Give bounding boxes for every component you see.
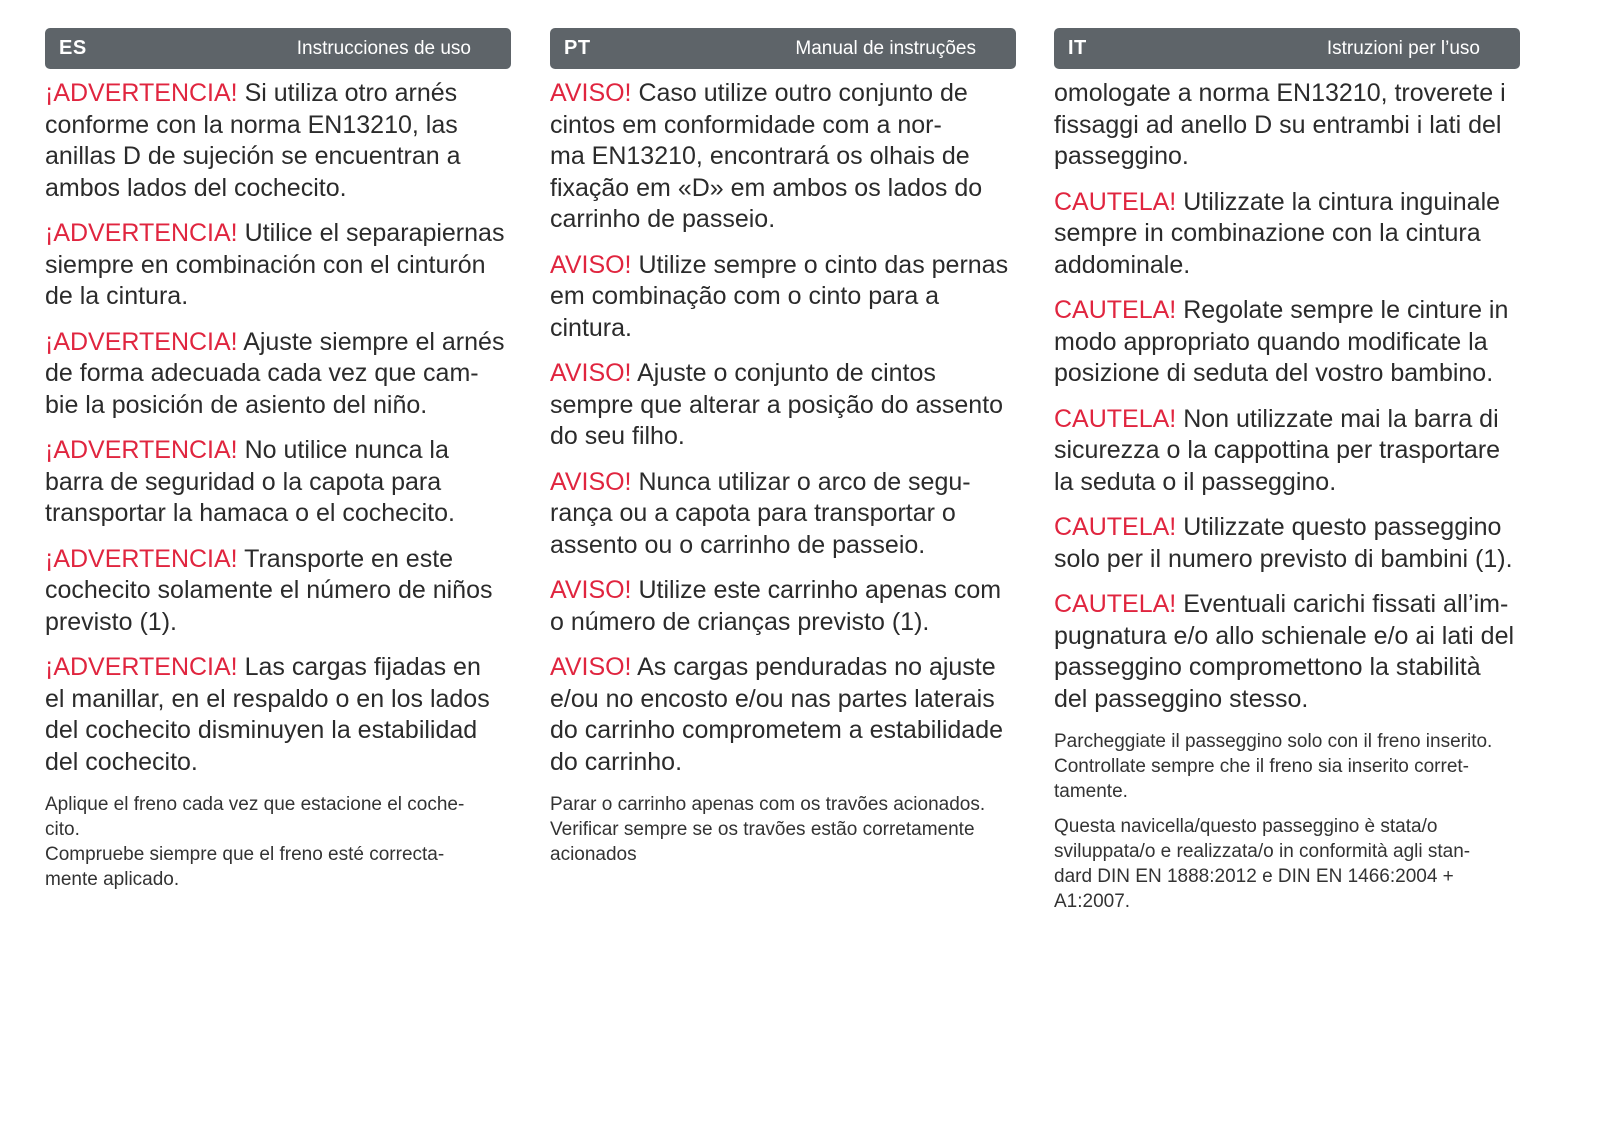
note-text: Questa navicella/questo passeggino è stata/o <box>1054 816 1438 837</box>
text-line <box>1054 512 1518 544</box>
warning-text: do seu filho. <box>550 422 685 450</box>
warning-text: do carrinho comprometem a estabilidade <box>550 716 1004 744</box>
note-text: Parcheggiate il passeggino solo con il freno inserito. <box>1054 731 1493 752</box>
warning-label: ¡ADVERTENCIA! <box>45 327 238 356</box>
note-text: dard DIN EN 1888:2012 e DIN EN 1466:2004 + <box>1054 866 1454 887</box>
column-pt <box>550 28 1016 877</box>
text-line <box>550 530 1014 562</box>
warning-text: omologate a norma EN13210, troverete i <box>1054 79 1506 107</box>
warning-text: del cochecito. <box>45 747 198 776</box>
section-title: Manual de instruções <box>795 37 976 59</box>
warning-text: e/ou no encosto e/ou nas partes laterais <box>550 684 995 713</box>
warning-paragraph <box>45 544 511 639</box>
text-line <box>550 747 1014 779</box>
text-line <box>1054 78 1518 110</box>
text-line <box>550 250 1014 282</box>
text-line <box>550 498 1014 530</box>
text-line <box>550 390 1014 422</box>
warning-text: Si utiliza otro arnés <box>237 79 458 107</box>
text-line <box>45 435 509 467</box>
warning-text: bie la posición de asiento del niño. <box>45 390 428 419</box>
text-line <box>550 141 1014 173</box>
warning-text: o número de crianças previsto (1). <box>550 607 930 636</box>
note-text: cito. <box>45 819 80 840</box>
warning-label: ¡ADVERTENCIA! <box>45 79 238 107</box>
note-text: Compruebe siempre que el freno esté correcta- <box>45 844 445 865</box>
text-line <box>45 747 509 779</box>
warning-paragraph <box>1054 589 1520 715</box>
text-line <box>45 327 509 359</box>
text-line <box>45 173 509 205</box>
warning-text: cintos em conformidade com a nor- <box>550 110 942 139</box>
warning-label: CAUTELA! <box>1054 404 1177 433</box>
warning-label: CAUTELA! <box>1054 187 1177 216</box>
text-line <box>45 544 509 576</box>
warning-text: Utilize sempre o cinto das pernas <box>631 250 1009 279</box>
warning-paragraph <box>1054 78 1520 173</box>
text-line <box>550 715 1014 747</box>
warning-paragraph <box>45 435 511 530</box>
warning-paragraph <box>550 467 1016 562</box>
text-line <box>550 313 1014 345</box>
warning-text: sempre que alterar a posição do assento <box>550 390 1004 419</box>
text-line <box>1054 218 1518 250</box>
warning-text: Eventuali carichi fissati all’im- <box>1176 590 1509 618</box>
warning-text: addominale. <box>1054 250 1191 279</box>
note-text: Controllate sempre che il freno sia inserito corret- <box>1054 756 1470 777</box>
warning-paragraph <box>550 358 1016 453</box>
warning-text: sicurezza o la cappottina per trasportare <box>1054 436 1501 464</box>
warning-text: Non utilizzate mai la barra di <box>1176 404 1499 433</box>
warning-text: do carrinho. <box>550 747 683 776</box>
warning-text: cochecito solamente el número de niños <box>45 576 493 604</box>
text-line <box>45 78 509 110</box>
warning-text: Caso utilize outro conjunto de <box>631 79 968 107</box>
warning-text: del cochecito disminuyen la estabilidad <box>45 716 478 744</box>
language-code: IT <box>1068 37 1087 59</box>
text-line <box>45 715 509 747</box>
warning-text: assento ou o carrinho de passeio. <box>550 530 926 559</box>
text-line <box>45 684 509 716</box>
warning-paragraph <box>550 652 1016 778</box>
text-line <box>1054 589 1518 621</box>
text-line <box>45 390 509 422</box>
column-content <box>1054 69 1520 914</box>
text-line <box>45 250 509 282</box>
text-line <box>1054 110 1518 142</box>
text-line <box>550 358 1014 390</box>
text-line <box>550 78 1014 110</box>
warning-text: Regolate sempre le cinture in <box>1176 296 1509 324</box>
warning-text: previsto (1). <box>45 607 177 636</box>
warning-label: CAUTELA! <box>1054 590 1177 618</box>
text-line <box>1054 141 1518 173</box>
warning-text: Utilizzate questo passeggino <box>1176 513 1502 541</box>
warning-text: ambos lados del cochecito. <box>45 173 347 202</box>
warning-paragraph <box>550 78 1016 236</box>
warning-text: passeggino. <box>1054 142 1189 170</box>
warning-text: Las cargas fijadas en <box>237 653 481 681</box>
warning-text: posizione di seduta del vostro bambino. <box>1054 359 1494 387</box>
text-line <box>1054 404 1518 436</box>
warning-text: conforme con la norma EN13210, las <box>45 110 458 139</box>
text-line <box>45 652 509 684</box>
warning-text: rança ou a capota para transportar o <box>550 499 956 527</box>
warning-text: em combinação com o cinto para a <box>550 282 940 310</box>
warning-paragraph <box>1054 187 1520 282</box>
text-line <box>550 110 1014 142</box>
warning-text: cintura. <box>550 313 632 342</box>
text-line <box>550 281 1014 313</box>
text-line <box>45 575 509 607</box>
warning-text: siempre en combinación con el cinturón <box>45 250 486 279</box>
note-text: A1:2007. <box>1054 891 1131 912</box>
text-line <box>550 575 1014 607</box>
text-line <box>1054 187 1518 219</box>
section-header <box>45 28 511 69</box>
text-line <box>550 173 1014 205</box>
warning-text: Utilice el separapiernas <box>237 219 505 247</box>
warning-paragraph <box>45 78 511 204</box>
warning-text: Transporte en este <box>237 544 454 573</box>
section-title: Istruzioni per l’uso <box>1326 37 1480 59</box>
column-content <box>550 69 1016 867</box>
warning-label: AVISO! <box>550 79 632 107</box>
section-title: Instrucciones de uso <box>296 37 471 59</box>
warning-text: Nunca utilizar o arco de segu- <box>631 467 971 496</box>
warning-text: barra de seguridad o la capota para <box>45 467 442 496</box>
text-line <box>1054 327 1518 359</box>
text-line <box>45 218 509 250</box>
note-text: Aplique el freno cada vez que estacione el coche- <box>45 794 465 815</box>
warning-text: ma EN13210, encontrará os olhais de <box>550 142 970 170</box>
warning-text: Utilizzate la cintura inguinale <box>1176 187 1501 216</box>
text-line <box>1054 250 1518 282</box>
text-line <box>550 204 1014 236</box>
text-line <box>1054 467 1518 499</box>
note-text: acionados <box>550 844 637 865</box>
warning-text: No utilice nunca la <box>237 436 449 464</box>
warning-paragraph <box>550 250 1016 345</box>
warning-label: ¡ADVERTENCIA! <box>45 436 238 464</box>
warning-label: CAUTELA! <box>1054 513 1177 541</box>
column-it <box>1054 28 1520 924</box>
warning-paragraph <box>1054 512 1520 575</box>
warning-text: modo appropriato quando modificate la <box>1054 327 1488 356</box>
warning-paragraph <box>550 575 1016 638</box>
warning-paragraph <box>45 218 511 313</box>
warning-text: passeggino compromettono la stabilità <box>1054 653 1481 681</box>
warning-paragraph <box>1054 404 1520 499</box>
language-code: PT <box>564 37 591 59</box>
warning-text: Ajuste siempre el arnés <box>237 327 505 356</box>
warning-paragraph <box>1054 295 1520 390</box>
warning-label: ¡ADVERTENCIA! <box>45 653 238 681</box>
text-line <box>1054 544 1518 576</box>
text-line <box>1054 621 1518 653</box>
warning-text: carrinho de passeio. <box>550 205 776 233</box>
warning-text: de la cintura. <box>45 282 189 310</box>
note-text: sviluppata/o e realizzata/o in conformità agli stan- <box>1054 841 1471 862</box>
note-paragraph <box>45 792 511 892</box>
text-line <box>45 141 509 173</box>
note-paragraph <box>1054 729 1520 804</box>
column-es <box>45 28 511 902</box>
text-line <box>550 467 1014 499</box>
warning-text: Ajuste o conjunto de cintos <box>631 359 936 387</box>
text-line <box>1054 295 1518 327</box>
text-line <box>1054 652 1518 684</box>
warning-label: CAUTELA! <box>1054 296 1177 324</box>
warning-text: Utilize este carrinho apenas com <box>631 576 1002 604</box>
note-paragraph <box>1054 814 1520 914</box>
text-line <box>550 652 1014 684</box>
warning-text: el manillar, en el respaldo o en los lados <box>45 684 490 713</box>
warning-text: pugnatura e/o allo schienale e/o ai lati del <box>1054 621 1515 650</box>
text-line <box>1054 358 1518 390</box>
language-code: ES <box>59 37 87 59</box>
warning-label: ¡ADVERTENCIA! <box>45 219 238 247</box>
warning-label: AVISO! <box>550 250 632 279</box>
warning-text: fissaggi ad anello D su entrambi i lati del <box>1054 110 1502 139</box>
text-line <box>45 358 509 390</box>
column-content <box>45 69 511 892</box>
note-text: tamente. <box>1054 781 1128 802</box>
note-text: mente aplicado. <box>45 869 180 890</box>
text-line <box>45 498 509 530</box>
warning-text: anillas D de sujeción se encuentran a <box>45 142 461 170</box>
warning-label: AVISO! <box>550 467 632 496</box>
warning-text: fixação em «D» em ambos os lados do <box>550 173 983 202</box>
warning-text: As cargas penduradas no ajuste <box>631 653 996 681</box>
warning-label: ¡ADVERTENCIA! <box>45 544 238 573</box>
warning-text: de forma adecuada cada vez que cam- <box>45 359 479 387</box>
warning-paragraph <box>45 327 511 422</box>
text-line <box>550 421 1014 453</box>
warning-text: del passeggino stesso. <box>1054 684 1309 713</box>
text-line <box>550 684 1014 716</box>
warning-text: sempre in combinazione con la cintura <box>1054 219 1481 247</box>
warning-text: transportar la hamaca o el cochecito. <box>45 499 455 527</box>
text-line <box>1054 684 1518 716</box>
warning-label: AVISO! <box>550 359 632 387</box>
text-line <box>550 607 1014 639</box>
warning-text: solo per il numero previsto di bambini (1). <box>1054 544 1513 573</box>
section-header <box>550 28 1016 69</box>
note-paragraph <box>550 792 1016 867</box>
text-line <box>45 467 509 499</box>
note-text: Verificar sempre se os travões estão corretamente <box>550 819 975 840</box>
warning-label: AVISO! <box>550 653 632 681</box>
warning-text: la seduta o il passeggino. <box>1054 467 1337 496</box>
text-line <box>45 110 509 142</box>
text-line <box>1054 435 1518 467</box>
warning-label: AVISO! <box>550 576 632 604</box>
section-header <box>1054 28 1520 69</box>
text-line <box>45 607 509 639</box>
warning-paragraph <box>45 652 511 778</box>
text-line <box>45 281 509 313</box>
note-text: Parar o carrinho apenas com os travões acionados. <box>550 794 986 815</box>
